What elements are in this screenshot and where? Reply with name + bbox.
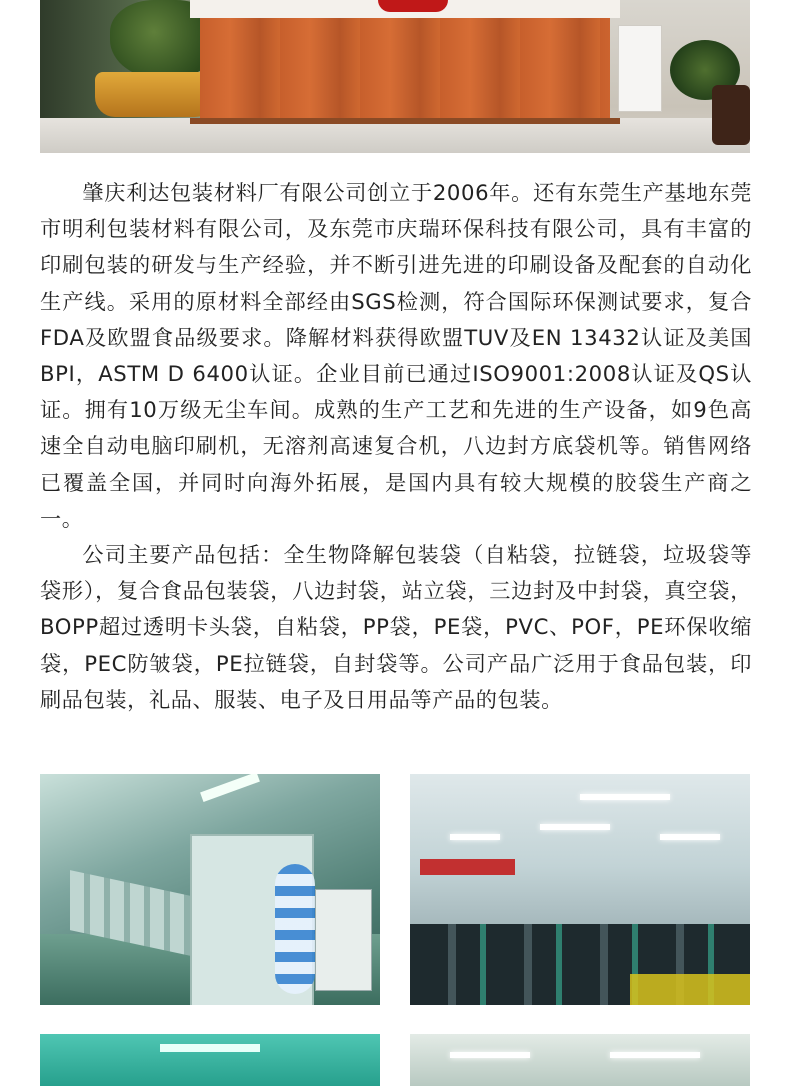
- photo-lamp: [200, 774, 260, 802]
- company-introduction: [40, 175, 752, 718]
- photo-ceiling-light: [610, 1052, 700, 1058]
- photo-desk-base: [190, 118, 620, 124]
- warehouse-photo: [410, 1034, 750, 1086]
- photo-chair: [712, 85, 750, 145]
- photo-ceiling-light: [660, 834, 720, 840]
- photo-ceiling-light: [540, 824, 610, 830]
- photo-red-logo: [378, 0, 448, 12]
- intro-paragraph: 肇庆利达包装材料厂有限公司创立于2006年。还有东莞生产基地东莞市明利包装材料有限公司，及东莞市庆瑞环保科技有限公司，具有丰富的印刷包装的研发与生产经验，并不断引进先进的印刷设备及配套的自动化生产线。采用的原材料全部经由SGS检测，符合国际环保测试要求，复合FDA及欧盟食品级要求。降解材料获得欧盟TUV及EN 13432认证及美国BPI，ASTM D 6400认证。企业目前已通过ISO9001:2008认证及QS认证。拥有10万级无尘车间。成熟的生产工艺和先进的生产设备，如9色高速全自动电脑印刷机，无溶剂高速复合机，八边封方底袋机等。销售网络已覆盖全国，并同时向海外拓展，是国内具有较大规模的胶袋生产商之一。: [40, 180, 752, 531]
- photo-cabinet: [618, 25, 662, 112]
- photo-ceiling-light: [160, 1044, 260, 1052]
- photo-red-banner: [420, 859, 515, 875]
- photo-yellow-panel: [630, 974, 750, 1005]
- photo-plant-pot: [95, 72, 215, 117]
- products-paragraph: 公司主要产品包括：全生物降解包装袋（自粘袋，拉链袋，垃圾袋等袋形），复合食品包装袋，八边封袋，站立袋，三边封及中封袋，真空袋，BOPP超过透明卡头袋，自粘袋，PP袋，PE袋，PVC、POF，PE环保收缩袋，PEC防皱袋，PE拉链袋，自封袋等。公司产品广泛用于食品包装，印刷品包装，礼品、服装、电子及日用品等产品的包装。: [40, 542, 752, 712]
- photo-printed-film-roll: [275, 864, 315, 994]
- cleanroom-photo: [40, 1034, 380, 1086]
- reception-photo: [40, 0, 750, 153]
- photo-control-panel: [315, 889, 372, 991]
- bag-making-workshop-photo: [410, 774, 750, 1005]
- printing-workshop-photo: [40, 774, 380, 1005]
- photo-reception-desk: [200, 18, 610, 120]
- photo-ceiling-light: [450, 1052, 530, 1058]
- photo-ceiling-light: [450, 834, 500, 840]
- photo-ceiling-light: [580, 794, 670, 800]
